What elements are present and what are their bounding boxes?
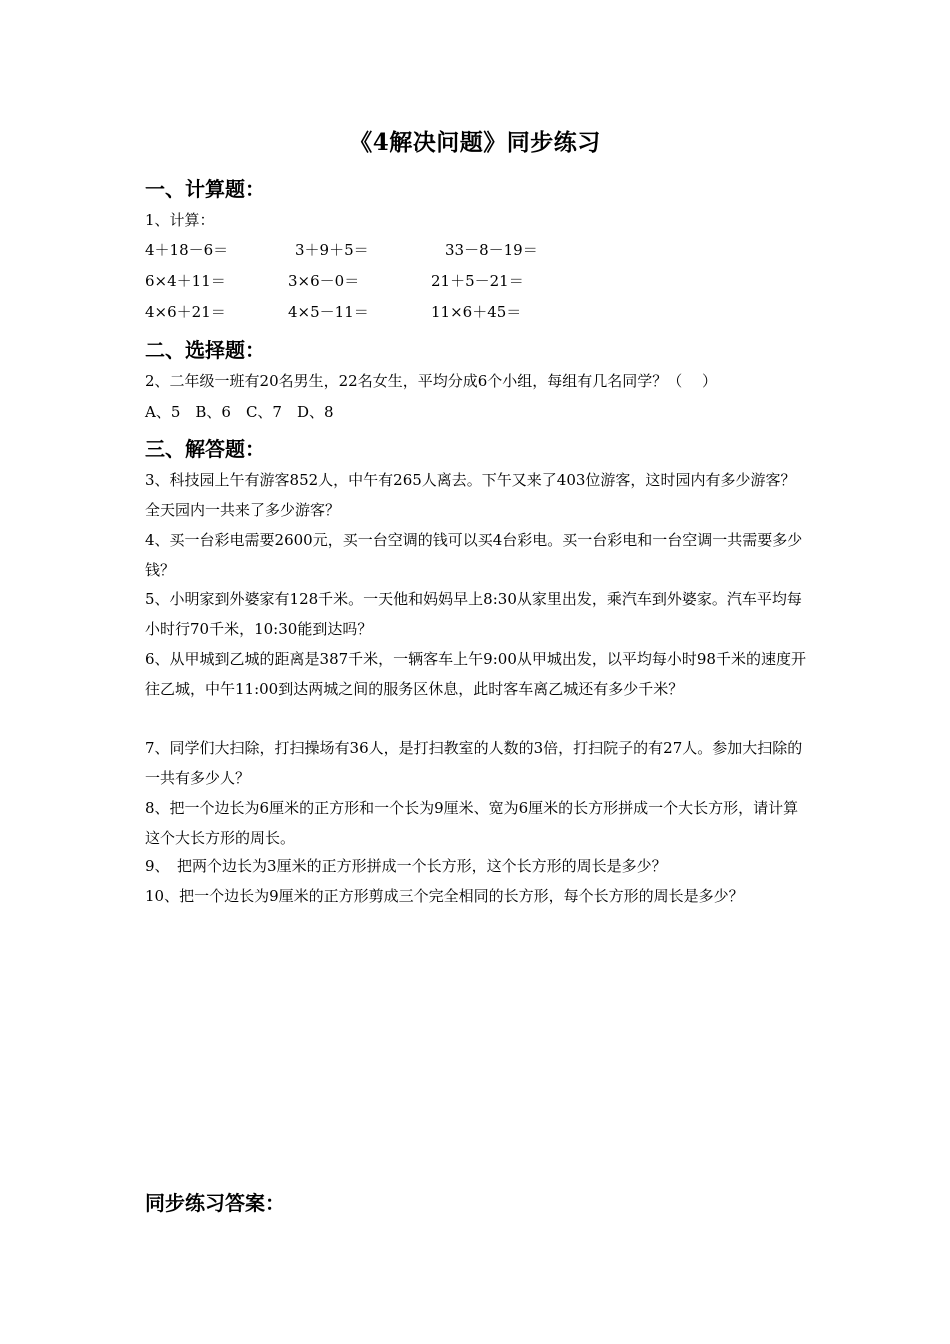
calc-item: 4×5－11＝ [288,303,369,321]
calc-item: 11×6＋45＝ [431,303,522,321]
question-2: 2、二年级一班有20名男生，22名女生，平均分成6个小组，每组有几名同学？（ ） [145,372,718,390]
calc-item: 6×4＋11＝ [145,272,226,290]
section-heading-choice: 二、选择题： [145,338,265,362]
section-heading-calculation: 一、计算题： [145,177,265,201]
answers-heading: 同步练习答案： [145,1191,285,1215]
calc-item: 3×6－0＝ [288,272,360,290]
question-10: 10、把一个边长为9厘米的正方形剪成三个完全相同的长方形，每个长方形的周长是多少？ [145,887,744,905]
question-1-intro: 1、计算： [145,211,215,229]
question-7: 7、同学们大扫除，打扫操场有36人，是打扫教室的人数的3倍，打扫院子的有27人。参加大扫除的一共有多少人？ [145,739,803,787]
calc-item: 21＋5－21＝ [431,272,524,290]
question-8: 8、把一个边长为6厘米的正方形和一个长为9厘米、宽为6厘米的长方形拼成一个大长方形，请计算这个大长方形的周长。 [145,799,799,847]
question-5: 5、小明家到外婆家有128千米。一天他和妈妈早上8:30从家里出发，乘汽车到外婆家。汽车平均每小时行70千米，10:30能到达吗？ [145,590,802,638]
question-6: 6、从甲城到乙城的距离是387千米，一辆客车上午9:00从甲城出发，以平均每小时98千米的速度开往乙城，中午11:00到达两城之间的服务区休息，此时客车离乙城还有多少千米？ [145,650,806,698]
question-4: 4、买一台彩电需要2600元，买一台空调的钱可以买4台彩电。买一台彩电和一台空调一共需要多少钱？ [145,531,803,579]
calc-item: 33－8－19＝ [445,241,538,259]
page-title: 《4解决问题》同步练习 [349,129,601,156]
calc-item: 4＋18－6＝ [145,241,229,259]
question-9: 9、 把两个边长为3厘米的正方形拼成一个长方形，这个长方形的周长是多少？ [145,857,667,875]
section-heading-word-problems: 三、解答题： [145,437,265,461]
calc-item: 3＋9＋5＝ [295,241,369,259]
question-3: 3、科技园上午有游客852人，中午有265人离去。下午又来了403位游客，这时园内有多少游客？全天园内一共来了多少游客？ [145,471,796,519]
calc-item: 4×6＋21＝ [145,303,226,321]
question-2-options: A、5 B、6 C、7 D、8 [145,403,334,421]
